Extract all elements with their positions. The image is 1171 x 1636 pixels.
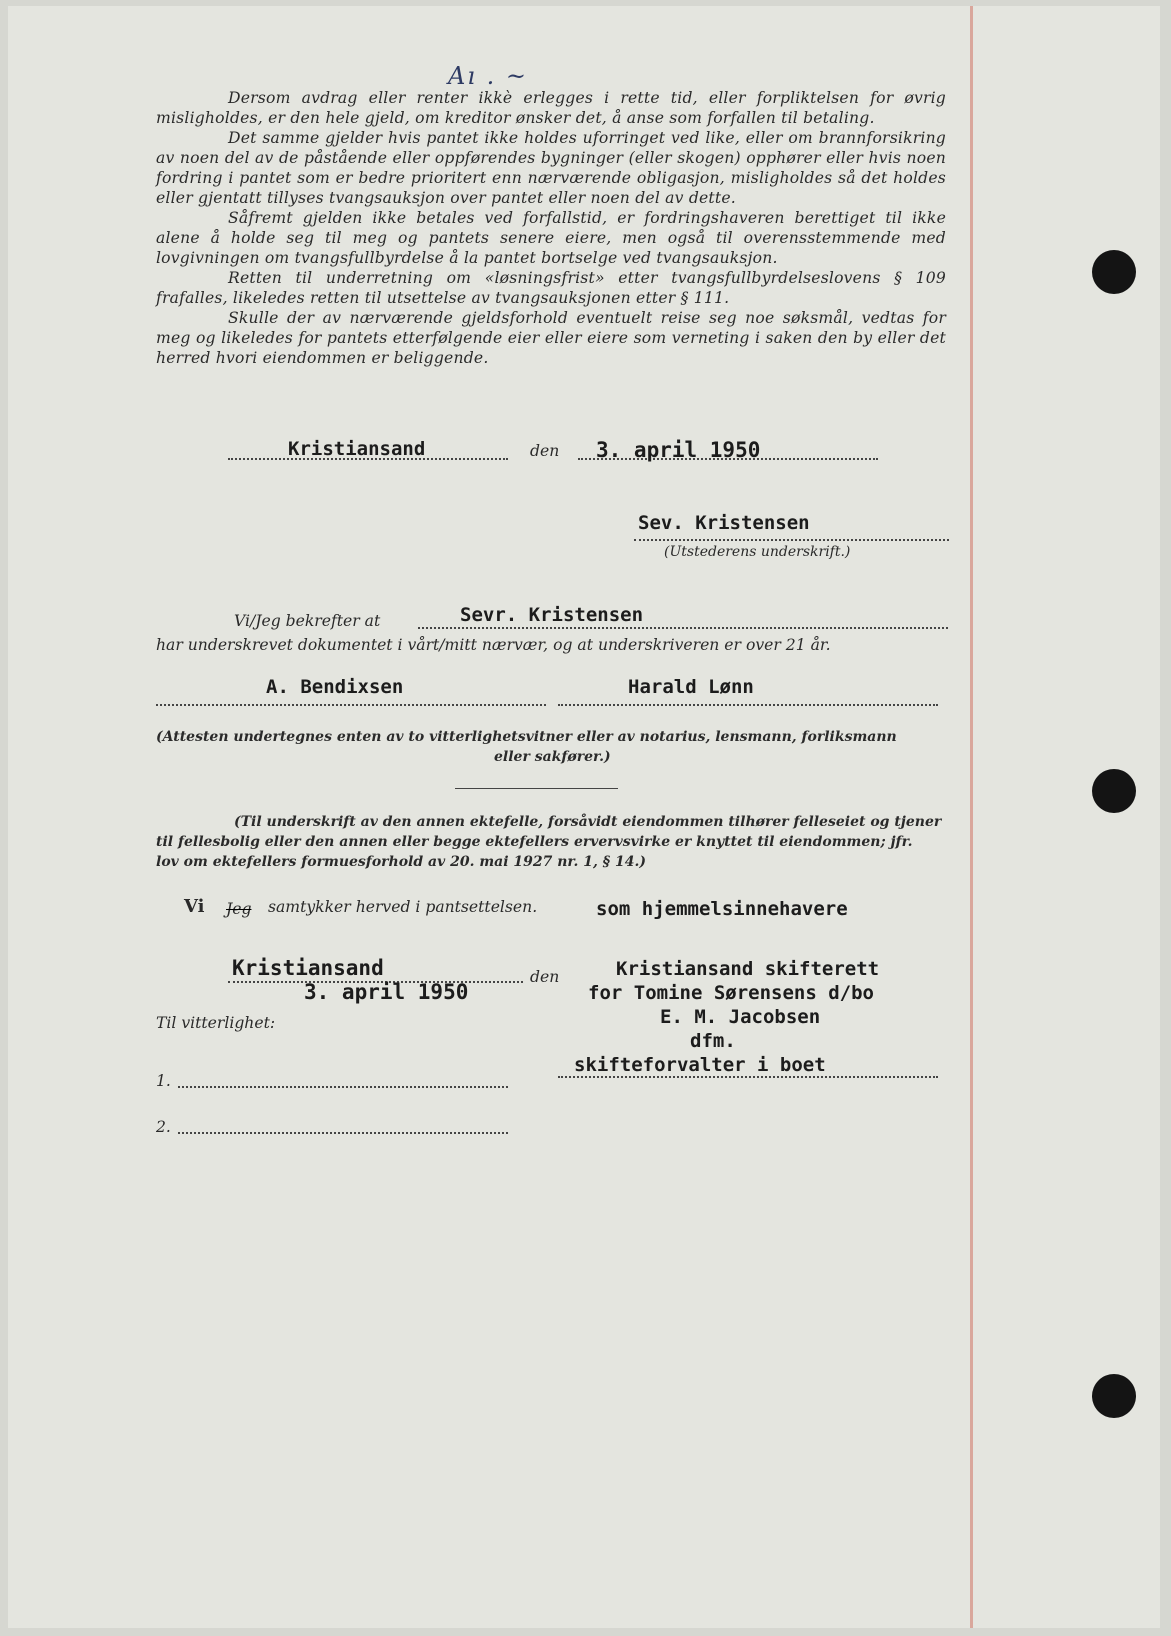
- consent-text: samtykker herved i pantsettelsen.: [268, 898, 538, 916]
- attest-note-line1: (Attesten undertegnes enten av to vitterlighetsvitner eller av notarius, lensmann, forliksmann: [156, 729, 897, 745]
- witness-line-1: [178, 1086, 508, 1088]
- spouse-note-line3: lov om ektefellers formuesforhold av 20. mai 1927 nr. 1, § 14.): [156, 854, 646, 870]
- place-value: Kristiansand: [288, 438, 426, 460]
- witness-number-2: 2.: [156, 1118, 171, 1136]
- org-line-2: for Tomine Sørensens d/bo: [588, 982, 874, 1004]
- den-label: den: [530, 442, 560, 460]
- org-line-4: dfm.: [690, 1030, 736, 1052]
- issuer-signature-line: [634, 539, 949, 541]
- terms-paragraph: Skulle der av nærværende gjeldsforhold eventuelt reise seg noe søksmål, vedtas for meg og likeledes for pantets etterfølgende eier eller eiere som verneting i saken den by eller det herred hvori eiendommen er beliggende.: [156, 309, 946, 367]
- terms-paragraph: Retten til underretning om «løsningsfrist» etter tvangsfullbyrdelseslovens § 109 frafalles, likeledes retten til utsettelse av tvangsauksjonen etter § 111.: [156, 269, 946, 307]
- punch-hole-1: [1092, 250, 1136, 294]
- date-value: 3. april 1950: [596, 438, 761, 462]
- vi-label: Vi: [184, 896, 205, 917]
- witness-1-signature: A. Bendixsen: [266, 676, 404, 698]
- org-line-1: Kristiansand skifterett: [616, 958, 880, 980]
- confirmation-name: Sevr. Kristensen: [460, 604, 644, 626]
- spouse-note-line1: (Til underskrift av den annen ektefelle, forsåvidt eiendommen tilhører felleseiet og tjener: [234, 814, 942, 830]
- witness-2-line: [558, 704, 938, 706]
- handwritten-mark: Aı . ~: [448, 62, 529, 90]
- confirmation-lead: Vi/Jeg bekrefter at: [234, 612, 381, 630]
- witness-number-1: 1.: [156, 1072, 171, 1090]
- attest-note-line2: eller sakfører.): [494, 749, 611, 765]
- issuer-signature: Sev. Kristensen: [638, 512, 810, 534]
- witness-label: Til vitterlighet:: [156, 1014, 276, 1032]
- org-line-3: E. M. Jacobsen: [660, 1006, 821, 1028]
- final-den-label: den: [530, 968, 560, 986]
- witness-line-2: [178, 1132, 508, 1134]
- terms-text: [156, 88, 946, 368]
- spouse-note-line2: til fellesbolig eller den annen eller begge ektefellers ervervsvirke er knyttet til eiendommen; jfr.: [156, 834, 913, 850]
- document-page: [8, 6, 1160, 1628]
- confirmation-name-line: [418, 627, 948, 629]
- org-line-5: skifteforvalter i boet: [574, 1054, 826, 1076]
- witness-1-line: [156, 704, 546, 706]
- punch-hole-3: [1092, 1374, 1136, 1418]
- final-place: Kristiansand: [232, 956, 384, 980]
- confirmation-text: har underskrevet dokumentet i vårt/mitt nærvær, og at underskriveren er over 21 år.: [156, 636, 831, 654]
- issuer-caption: (Utstederens underskrift.): [664, 544, 851, 560]
- terms-paragraph: Dersom avdrag eller renter ikkè erlegges i rette tid, eller forpliktelsen for øvrig misligholdes, er den hele gjeld, om kreditor ønsker det, å anse som forfallen til betaling.: [156, 89, 946, 127]
- terms-paragraph: Det samme gjelder hvis pantet ikke holdes uforringet ved like, eller om brannforsikring av noen del av de påstående eller oppførendes bygninger (eller skogen) opphører eller hvis noen fordring i pantet som er bedre prioritert enn nærværende obligasjon, misligholdes så det holdes eller gjentatt tillyses tvangsauksjon over pantet eller noen del av dette.: [156, 129, 946, 207]
- final-date: 3. april 1950: [304, 980, 469, 1004]
- terms-paragraph: Såfremt gjelden ikke betales ved forfallstid, er fordringshaveren berettiget til ikke alene å holde seg til meg og pantets senere eiere, men også til overensstemmende med lovgivningen om tvangsfullbyrdelse å la pantet bortselge ved tvangsauksjon.: [156, 209, 946, 267]
- punch-hole-2: [1092, 769, 1136, 813]
- witness-2-signature: Harald Lønn: [628, 676, 754, 698]
- jeg-struck-label: Jeg: [226, 900, 252, 918]
- role-text: som hjemmelsinnehavere: [596, 898, 848, 920]
- red-margin-line: [970, 6, 973, 1628]
- org-signature-line: [558, 1076, 938, 1078]
- separator-line: [455, 788, 618, 789]
